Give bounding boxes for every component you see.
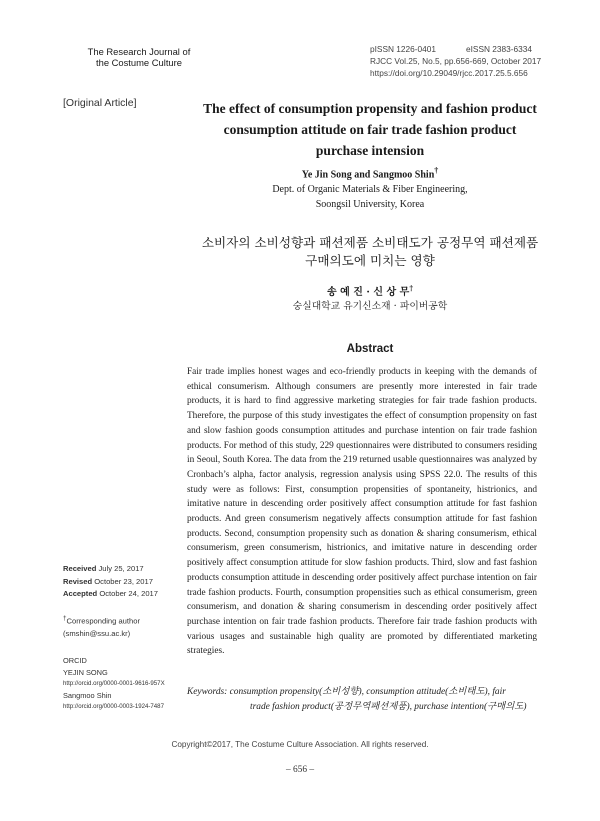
corresponding-author-email[interactable]: (smshin@ssu.ac.kr): [63, 628, 131, 638]
accepted-row: [63, 588, 158, 601]
accepted-date: October 24, 2017: [99, 589, 158, 599]
orcid-url2[interactable]: http://orcid.org/0000-0003-1924-7487: [63, 703, 164, 711]
keywords-line1: [187, 685, 547, 700]
page-number: – 656 –: [285, 765, 315, 775]
revised-label: Revised: [63, 576, 93, 586]
journal-name-line1: The Research Journal of: [87, 46, 191, 57]
korean-corresponding-mark: †: [409, 283, 413, 293]
corresponding-mark: †: [434, 166, 439, 175]
journal-name-line2: the Costume Culture: [96, 57, 182, 68]
article-history: [63, 563, 158, 601]
author-affiliation: [180, 182, 560, 212]
abstract-heading: Abstract: [346, 343, 394, 355]
author-names: [180, 166, 560, 180]
orcid-author1: YEJIN SONG: [63, 667, 108, 677]
revised-row: [63, 576, 158, 589]
orcid-author2: Sangmoo Shin: [63, 690, 112, 700]
title-line3: purchase intension: [315, 143, 425, 158]
corresponding-author: [63, 613, 140, 640]
accepted-label: Accepted: [63, 589, 98, 599]
publication-meta: [370, 43, 570, 79]
corresponding-author-label-row: [63, 613, 140, 628]
orcid-label: ORCID: [63, 656, 87, 665]
abstract-body: Fair trade implies honest wages and eco-friendly products in keeping with the demands of ethical consumerism. Although consumers are presently more interested in fair trade products, it is hard to find aggressive marketing strategies for fair trade fashion products. Therefore, the purpose of this study investigates the effect of consumption propensity on fast and slow fashion goods consumption attitudes and purchase intention on fair trade fashion products. For method of this study, 229 questionnaires were distributed to consumers residing in Seoul, South Korea. The data from the 219 returned usable questionnaires was analyzed by Cronbach’s alpha, factor analysis, regression analysis using SPSS 22.0. The results of this study were as follows: First, consumption propensities of spontaneity, histrionics, and imitative nature in descending order positively affect consumption attitude for fast fashion products. And green consumerism negatively affects consumption attitude for fast fashion products. Second, consumption propensity such as donation & sharing consumerism, ethical consumerism, green consumerism, histrionics, and imitative nature in descending order positively affect consumption attitude for slow fashion products. Third, slow and fast fashion products consumption attitude in descending order positively affect purchase intention on fair trade fashion products. Fourth, consumption propensities such as ethical consumerism, green consumerism, and donation & sharing consumerism in descending order positively affect purchase intention on fair trade fashion products. Therefore fair trade fashion products with various usages and sustainable high quality are promoted by differentiated marketing strategies.: [187, 367, 537, 657]
orcid-url1[interactable]: http://orcid.org/0000-0001-9616-957X: [63, 680, 165, 688]
keywords: [187, 685, 547, 715]
corresponding-author-label: Corresponding author: [66, 616, 140, 626]
korean-authors: [180, 283, 560, 298]
article-type: [Original Article]: [63, 97, 137, 109]
revised-date: October 23, 2017: [94, 576, 153, 586]
doi-link[interactable]: https://doi.org/10.29049/rjcc.2017.25.5.656: [370, 68, 528, 78]
affiliation-line1: Dept. of Organic Materials & Fiber Engineering,: [272, 184, 468, 195]
issn-row: [370, 43, 570, 55]
keywords-label: Keywords:: [187, 687, 228, 697]
article-title: [180, 98, 560, 161]
korean-title: [180, 234, 560, 270]
journal-name: [64, 46, 214, 68]
korean-title-line2: 구매의도에 미치는 영향: [305, 253, 435, 268]
pissn: pISSN 1226-0401: [370, 44, 436, 54]
affiliation-line2: Soongsil University, Korea: [315, 199, 425, 210]
eissn: eISSN 2383-6334: [466, 44, 532, 54]
received-date: July 25, 2017: [98, 564, 144, 573]
keywords-text-line2: trade fashion product(공정무역패션제품), purchase intention(구매의도): [250, 702, 527, 712]
korean-authors-text: 송 예 진 · 신 상 무: [326, 287, 410, 298]
corresponding-author-mark: †: [63, 615, 67, 622]
copyright-notice: Copyright©2017, The Costume Culture Association. All rights reserved.: [171, 740, 429, 749]
received-label: Received: [63, 564, 97, 573]
author-names-text: Ye Jin Song and Sangmoo Shin: [301, 169, 435, 181]
received-row: [63, 563, 158, 576]
title-line2: consumption attitude on fair trade fashion product: [223, 122, 517, 137]
title-line1: The effect of consumption propensity and fashion product: [203, 101, 537, 116]
citation: RJCC Vol.25, No.5, pp.656-669, October 2017: [370, 56, 542, 66]
korean-affiliation: 숭실대학교 유기신소재 · 파이버공학: [292, 301, 448, 312]
orcid-block: [63, 655, 165, 713]
keywords-text-line1: consumption propensity(소비성향), consumption attitude(소비태도), fair: [229, 687, 506, 697]
korean-title-line1: 소비자의 소비성향과 패션제품 소비태도가 공정무역 패션제품: [201, 235, 539, 250]
